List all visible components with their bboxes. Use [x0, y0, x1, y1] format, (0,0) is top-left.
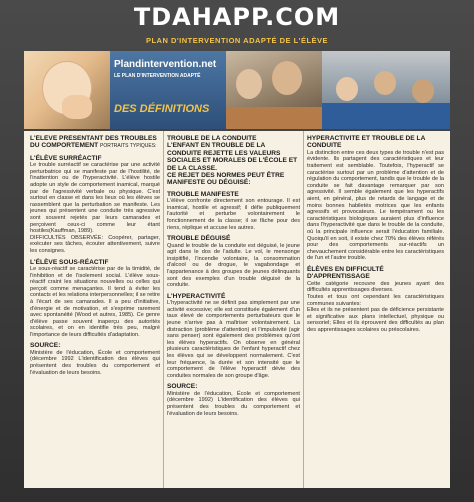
heading-note: PORTRAITS TYPIQUES:	[99, 143, 157, 150]
student-shape	[412, 79, 434, 103]
column-3	[307, 135, 444, 486]
logo-name: Plandintervention.net	[114, 59, 217, 70]
heading-manifest: TROUBLE MANIFESTE	[167, 190, 239, 198]
heading-conduct-norms: CE REJET DES NORMES PEUT ÊTRE MANIFESTE OU DÉGUISÉ:	[167, 172, 285, 187]
classroom-photo	[226, 51, 322, 129]
student-shape	[336, 77, 358, 101]
definitions-content	[24, 131, 450, 488]
column-1	[30, 135, 160, 486]
heading-conduct-rejects: L'ENFANT EN TROUBLE DE LA CONDUITE REJETTE LES VALEURS SOCIALES ET MORALES DE L'ÉCOLE ET DE LA CLASSE.	[167, 142, 298, 172]
logo-panel	[110, 51, 226, 129]
column-divider	[303, 131, 304, 488]
logo-tagline: LE PLAN D'INTERVENTION ADAPTÉ	[114, 73, 201, 79]
overreactive-text: Le trouble surréactif se caractérise par une activité perturbatrice qui se manifeste par de l'hostilité, de l'inattention ou de l'hyperactivité. L'élève hostile adopte un style de comportement inamical, marqué par de l'agressivité verbale ou physique. C'est surtout en classe et dans les lieux où les élèves se rassemblent que la perturbation se manifeste. Les jeunes qui présentent une conduite très agressive sont souvent rejetés par leurs camarades et perçoivent ceux-ci comme leur étant hostiles(Kauffman, 1989).	[30, 162, 160, 235]
heading-behavior-disorders: L'ÉLÈVE PRÉSENTANT DES TROUBLES DU COMPORTEMENT PORTRAITS TYPIQUES:	[30, 135, 157, 150]
students-photo	[322, 51, 450, 129]
person-shape	[272, 61, 302, 95]
site-title: TDAHAPP.COM	[133, 3, 341, 31]
child-hand-shape	[62, 95, 92, 119]
section-label: DES DÉFINITIONS	[114, 103, 210, 115]
heading-hyperactivity-conduct: HYPERACTIVITÉ ET TROUBLE DE LA CONDUITE	[307, 135, 426, 150]
hyperactivity-text: L'hyperactivité ne se définit pas simplement par une activité excessive; elle est constituée également d'un taux élevé de comportements perturbateurs que le jeune n'arrive pas à maîtriser volontairement. La distraction (problème d'attention) et l'impulsivité (agir sans penser) sont également des problèmes qu'ont les élèves hyperactifs. On observe en général plusieurs caractéristiques de l'enfant hyperactif chez les élèves qui se développent normalement. C'est leur fréquence, la durée et son intensité que le comportement de l'élève hyperactif dévie des conduites normales de son groupe d'âge.	[167, 300, 300, 379]
column-divider	[163, 131, 164, 488]
heading-source: SOURCE:	[30, 342, 61, 350]
desk-shape	[226, 107, 322, 129]
heading-underreactive: L'ÉLÈVE SOUS-RÉACTIF	[30, 258, 109, 266]
header-banner	[24, 51, 450, 129]
heading-source: SOURCE:	[167, 383, 198, 391]
heading-disguised: TROUBLE DÉGUISÉ	[167, 235, 231, 243]
site-subtitle: PLAN D'INTERVENTION ADAPTÉ DE L'ÉLÈVE	[145, 36, 329, 45]
hyperactivity-conduct-text: La distinction entre ces deux types de trouble n'est pas évidente. Ils partagent des caractéristiques et leur traitement est semblable. Toutefois, l'hyperactif se caractérise surtout par un problème d'attention et de régulation du comportement, tandis que le trouble de la conduite se fait davantage remarquer par son agressivité. Il semble également que les hyperactifs aient, en général, plus de retards de langage et de moins bonnes habiletés motrices que les enfants agressifs et provocateurs. Le tempérament ou les caractéristiques biologiques auraient plus d'influence dans l'hyperactivité que dans le trouble de la conduite, où la principale influence serait l'éducation familiale. Quoiqu'il en soit, il existe chez 70% des élèves référés pour des comportements sur-réactifs un chevauchement considérable entre les caractéristiques de l'un et l'autre trouble.	[307, 149, 444, 262]
student-shape	[374, 71, 396, 95]
heading-overreactive: L'ÉLÈVE SURRÉACTIF	[30, 154, 102, 162]
observed-difficulties-text: DIFFICULTÉS OBSERVÉE: Coopérer, partager, exécuter ses tâches, écouter attentivement, suivre les consignes.	[30, 234, 160, 254]
common-traits-text: Toutes et tous ont cependant les caractéristiques communes suivantes:	[307, 293, 444, 307]
manifest-text: L'élève confronte directement son entourage. Il est inamical, hostile et agressif; il défie publiquement l'autorité et perturbe volontairement le fonctionnement de la classe; il se fâche pour des riens, réplique et accuse les autres.	[167, 198, 300, 231]
child-photo	[24, 51, 110, 129]
column-2	[167, 135, 300, 486]
source-text: Ministère de l'éducation, École et comportement (décembre 1992 L'identification des élèves qui présentent des troubles du comportement et l'évaluation de leurs besoins.	[30, 349, 160, 376]
heading-conduct-disorder: TROUBLE DE LA CONDUITE	[167, 135, 257, 142]
heading-learning-difficulty: ÉLÈVES EN DIFFICULTÉ D'APPRENTISSAGE	[307, 265, 384, 281]
disguised-text: Quand le trouble de la conduite est déguisé, le jeune agit dans le dos de l'adulte. Le vol, le mensonge insipitifié, l'incendie volontaire, la consommation d'alcool ou de drogue, le vagabondage et l'appartenance à des groupes de jeunes délinquants sont des exemples d'un trouble déguisé de la conduite.	[167, 242, 300, 289]
common-traits-list: Elles et ils ne présentent pas de déficience persistante et significative aux plans intellectuel, physique ou sensoriel; Elles et ils éprouvent des difficultés au plan des apprentissages scolaires ou préscolaires.	[307, 307, 444, 333]
heading-hyperactivity: L'HYPERACTIVITÉ	[167, 292, 226, 300]
uniform-shape	[322, 103, 450, 129]
underreactive-text: Le sous-réactif se caractérise par de la timidité, de l'inhibition et de l'isolement social. L'élève sous-réactif craint les situations nouvelles ou celles qui perçoit comme menaçantes. Il tend à éviter les contacts et les relations interpersonnelles; il se retire à l'écart de ses camarades. Il a peu d'initiative, d'énergie et de motivation, et s'exprime rarement avec spontanéité (Wood et autres, 1985). Ce genre d'élève passe souvent inaperçu des autorités scolaires, et on en identifie très peu, malgré l'importance de leurs difficultés d'adaptation.	[30, 265, 160, 338]
learning-difficulty-text: Cette catégorie recouvre des jeunes ayant des difficultés apprentissages diverses.	[307, 280, 444, 294]
person-shape	[236, 69, 262, 99]
source-text: Ministère de l'éducation, École et comportement (décembre 1992) L'identification des élèves qui présentent des troubles du comportement et l'évaluation de leurs besoins.	[167, 390, 300, 417]
